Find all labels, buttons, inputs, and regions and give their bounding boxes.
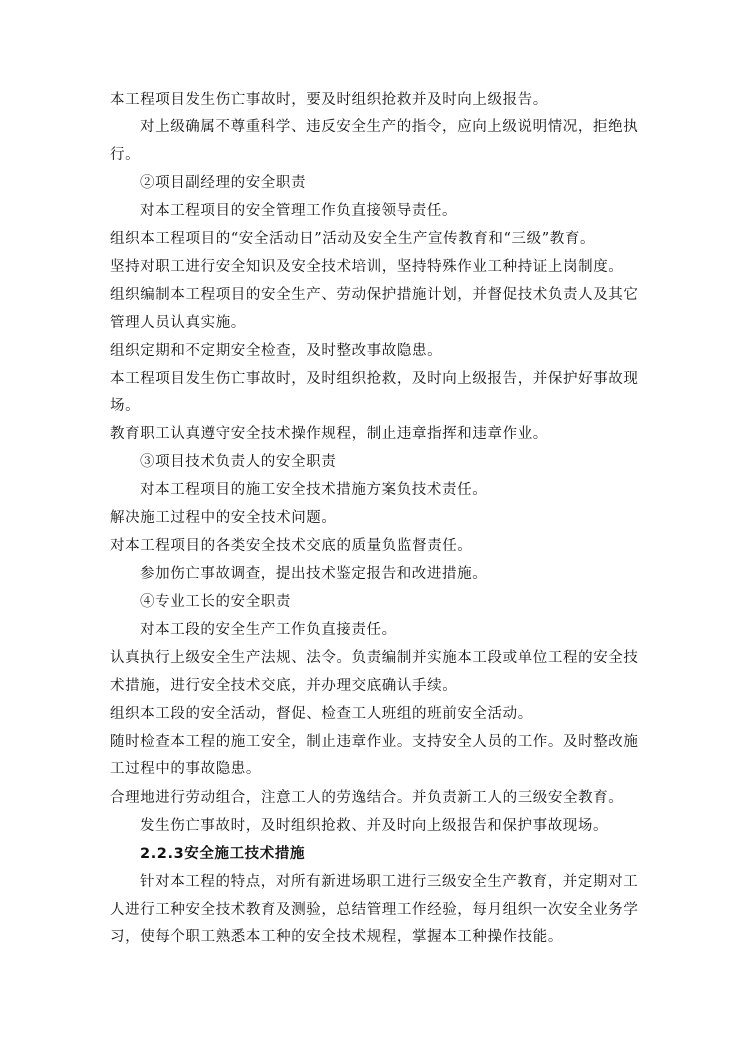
paragraph-line: 行。 — [110, 147, 141, 163]
section-title: 2.2.3安全施工技术措施 — [140, 846, 306, 862]
paragraph-line: 认真执行上级安全生产法规、法令。负责编制并实施本工段或单位工程的安全技 — [110, 650, 639, 666]
paragraph-line: 解决施工过程中的安全技术问题。 — [110, 510, 337, 526]
paragraph-line: 场。 — [110, 398, 141, 414]
paragraph-line: 对本工程项目的施工安全技术措施方案负技术责任。 — [140, 482, 488, 498]
section-heading: ④专业工长的安全职责 — [140, 594, 291, 610]
paragraph-line: 本工程项目发生伤亡事故时，要及时组织抢救并及时向上级报告。 — [110, 92, 548, 108]
paragraph-line: 组织本工段的安全活动，督促、检查工人班组的班前安全活动。 — [110, 706, 533, 722]
paragraph-line: 随时检查本工程的施工安全，制止违章作业。支持安全人员的工作。及时整改施 — [110, 734, 639, 750]
paragraph-line: 工过程中的事故隐患。 — [110, 761, 261, 777]
paragraph-line: 教育职工认真遵守安全技术操作规程，制止违章指挥和违章作业。 — [110, 426, 548, 442]
paragraph-line: 坚持对职工进行安全知识及安全技术培训，坚持特殊作业工种持证上岗制度。 — [110, 259, 624, 275]
paragraph-line: 对本工程项目的各类安全技术交底的质量负监督责任。 — [110, 538, 473, 554]
paragraph-line: 合理地进行劳动组合，注意工人的劳逸结合。并负责新工人的三级安全教育。 — [110, 790, 624, 806]
paragraph-line: 术措施，进行安全技术交底，并办理交底确认手续。 — [110, 678, 458, 694]
paragraph-line: 组织定期和不定期安全检查，及时整改事故隐患。 — [110, 343, 443, 359]
paragraph-line: 参加伤亡事故调查，提出技术鉴定报告和改进措施。 — [140, 566, 488, 582]
paragraph-line: 组织编制本工程项目的安全生产、劳动保护措施计划，并督促技术负责人及其它 — [110, 287, 639, 303]
paragraph-line: 组织本工程项目的“安全活动日”活动及安全生产宣传教育和“三级”教育。 — [110, 231, 596, 247]
section-heading: ②项目副经理的安全职责 — [140, 175, 307, 191]
paragraph-line: 针对本工程的特点，对所有新进场职工进行三级安全生产教育，并定期对工 — [140, 874, 639, 890]
section-heading: ③项目技术负责人的安全职责 — [140, 454, 337, 470]
paragraph-line: 对上级确属不尊重科学、违反安全生产的指令，应向上级说明情况，拒绝执 — [140, 119, 639, 135]
paragraph-line: 管理人员认真实施。 — [110, 315, 246, 331]
paragraph-line: 对本工程项目的安全管理工作负直接领导责任。 — [140, 203, 458, 219]
paragraph-line: 习，使每个职工熟悉本工种的安全技术规程，掌握本工种操作技能。 — [110, 929, 563, 945]
paragraph-line: 发生伤亡事故时，及时组织抢救、并及时向上级报告和保护事故现场。 — [140, 818, 609, 834]
paragraph-line: 对本工段的安全生产工作负直接责任。 — [140, 622, 397, 638]
paragraph-line: 人进行工种安全技术教育及测验，总结管理工作经验，每月组织一次安全业务学 — [110, 902, 639, 918]
paragraph-line: 本工程项目发生伤亡事故时，及时组织抢救，及时向上级报告，并保护好事故现 — [110, 371, 639, 387]
